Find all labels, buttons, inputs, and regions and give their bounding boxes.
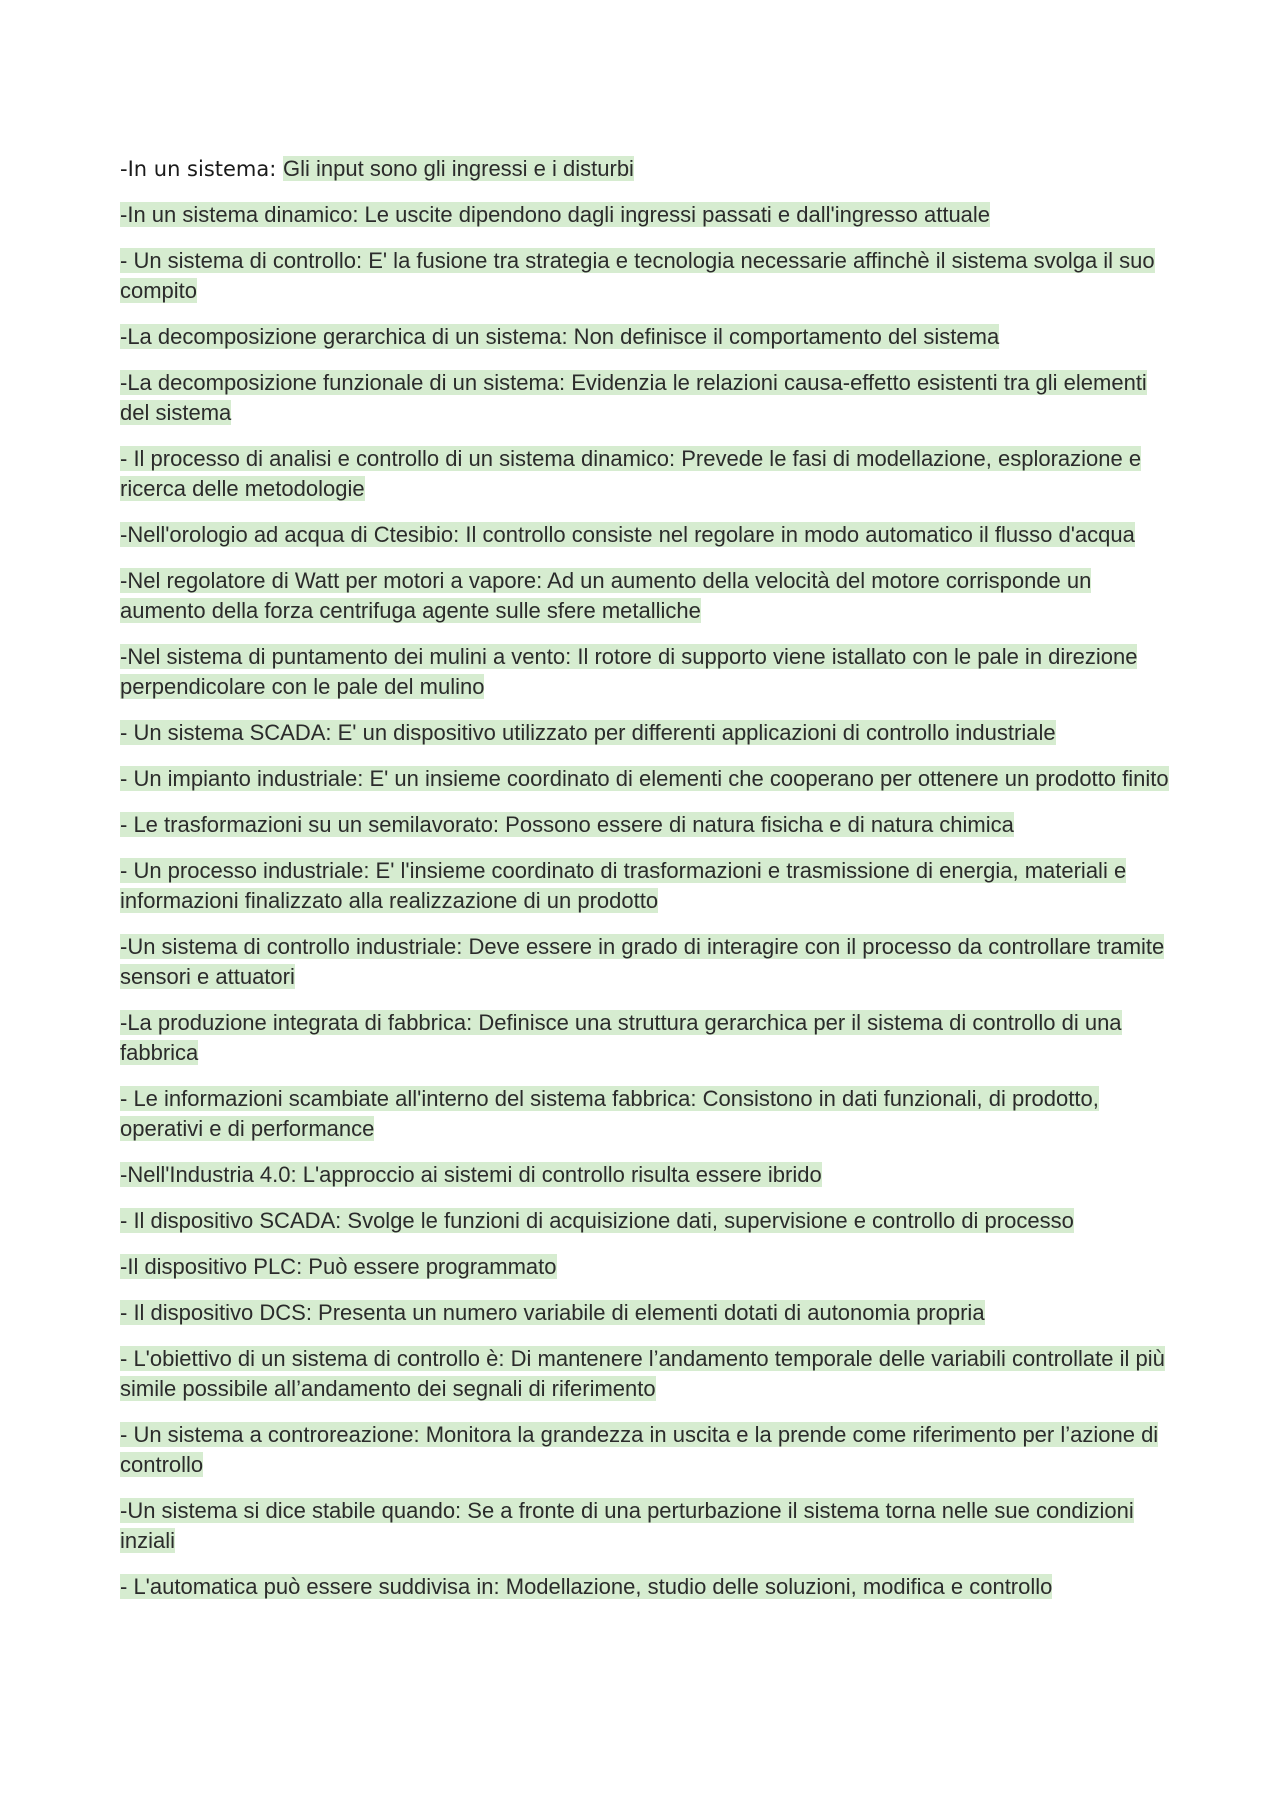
paragraph-item bbox=[120, 368, 1170, 428]
paragraph-item bbox=[120, 1008, 1170, 1068]
highlighted-text: - Un sistema SCADA: E' un dispositivo utilizzato per differenti applicazioni di controllo industriale bbox=[120, 720, 1056, 745]
highlighted-text: - Un sistema a controreazione: Monitora la grandezza in uscita e la prende come riferimento per l’azione di controllo bbox=[120, 1422, 1159, 1477]
paragraph-item bbox=[120, 642, 1170, 702]
paragraph-item bbox=[120, 1344, 1170, 1404]
highlighted-text: -Nell'Industria 4.0: L'approccio ai sistemi di controllo risulta essere ibrido bbox=[120, 1162, 822, 1187]
highlighted-text: -Il dispositivo PLC: Può essere programmato bbox=[120, 1254, 557, 1279]
paragraph-item bbox=[120, 1206, 1170, 1236]
paragraph-item bbox=[120, 246, 1170, 306]
highlighted-text: - Le informazioni scambiate all'interno del sistema fabbrica: Consistono in dati funzionali, di prodotto, operativi e di performance bbox=[120, 1086, 1099, 1141]
highlighted-text: -La decomposizione gerarchica di un sistema: Non definisce il comportamento del sistema bbox=[120, 324, 1000, 349]
paragraph-item bbox=[120, 718, 1170, 748]
document-body bbox=[120, 154, 1170, 1618]
paragraph-item bbox=[120, 444, 1170, 504]
paragraph-item bbox=[120, 200, 1170, 230]
highlighted-text: - Le trasformazioni su un semilavorato: Possono essere di natura fisicha e di natura chimica bbox=[120, 812, 1014, 837]
paragraph-item bbox=[120, 154, 1170, 184]
paragraph-item bbox=[120, 1252, 1170, 1282]
paragraph-item bbox=[120, 566, 1170, 626]
highlighted-text: - Un processo industriale: E' l'insieme coordinato di trasformazioni e trasmissione di energia, materiali e informazioni finalizzato alla realizzazione di un prodotto bbox=[120, 858, 1127, 913]
item-prefix: -In un sistema: bbox=[120, 157, 283, 181]
highlighted-text: - Il dispositivo SCADA: Svolge le funzioni di acquisizione dati, supervisione e controllo di processo bbox=[120, 1208, 1074, 1233]
highlighted-text: -La decomposizione funzionale di un sistema: Evidenzia le relazioni causa-effetto esistenti tra gli elementi del sistema bbox=[120, 370, 1147, 425]
highlighted-text: - L'obiettivo di un sistema di controllo è: Di mantenere l’andamento temporale delle variabili controllate il più simile possibile all’andamento dei segnali di riferimento bbox=[120, 1346, 1165, 1401]
paragraph-item bbox=[120, 1420, 1170, 1480]
paragraph-item bbox=[120, 764, 1170, 794]
paragraph-item bbox=[120, 1160, 1170, 1190]
paragraph-item bbox=[120, 856, 1170, 916]
paragraph-item bbox=[120, 1572, 1170, 1602]
highlighted-text: -Un sistema di controllo industriale: Deve essere in grado di interagire con il processo da controllare tramite sensori e attuatori bbox=[120, 934, 1165, 989]
paragraph-item bbox=[120, 1084, 1170, 1144]
paragraph-item bbox=[120, 520, 1170, 550]
highlighted-text: -La produzione integrata di fabbrica: Definisce una struttura gerarchica per il sistema di controllo di una fabbrica bbox=[120, 1010, 1122, 1065]
paragraph-item bbox=[120, 1298, 1170, 1328]
paragraph-item bbox=[120, 932, 1170, 992]
highlighted-text: -Nel sistema di puntamento dei mulini a vento: Il rotore di supporto viene istallato con le pale in direzione perpendicolare con le pale del mulino bbox=[120, 644, 1138, 699]
highlighted-text: - L'automatica può essere suddivisa in: Modellazione, studio delle soluzioni, modifica e controllo bbox=[120, 1574, 1053, 1599]
highlighted-text: -Nell'orologio ad acqua di Ctesibio: Il controllo consiste nel regolare in modo automatico il flusso d'acqua bbox=[120, 522, 1135, 547]
paragraph-item bbox=[120, 1496, 1170, 1556]
paragraph-item bbox=[120, 322, 1170, 352]
highlighted-text: -In un sistema dinamico: Le uscite dipendono dagli ingressi passati e dall'ingresso attuale bbox=[120, 202, 991, 227]
highlighted-text: - Il dispositivo DCS: Presenta un numero variabile di elementi dotati di autonomia propria bbox=[120, 1300, 985, 1325]
highlighted-text: - Il processo di analisi e controllo di un sistema dinamico: Prevede le fasi di modellazione, esplorazione e ricerca delle metodologie bbox=[120, 446, 1142, 501]
highlighted-text: Gli input sono gli ingressi e i disturbi bbox=[283, 156, 634, 181]
highlighted-text: - Un sistema di controllo: E' la fusione tra strategia e tecnologia necessarie affinchè il sistema svolga il suo compito bbox=[120, 248, 1155, 303]
paragraph-item bbox=[120, 810, 1170, 840]
highlighted-text: -Un sistema si dice stabile quando: Se a fronte di una perturbazione il sistema torna nelle sue condizioni inziali bbox=[120, 1498, 1134, 1553]
highlighted-text: - Un impianto industriale: E' un insieme coordinato di elementi che cooperano per ottenere un prodotto finito bbox=[120, 766, 1169, 791]
highlighted-text: -Nel regolatore di Watt per motori a vapore: Ad un aumento della velocità del motore corrisponde un aumento della forza centrifuga agente sulle sfere metalliche bbox=[120, 568, 1092, 623]
